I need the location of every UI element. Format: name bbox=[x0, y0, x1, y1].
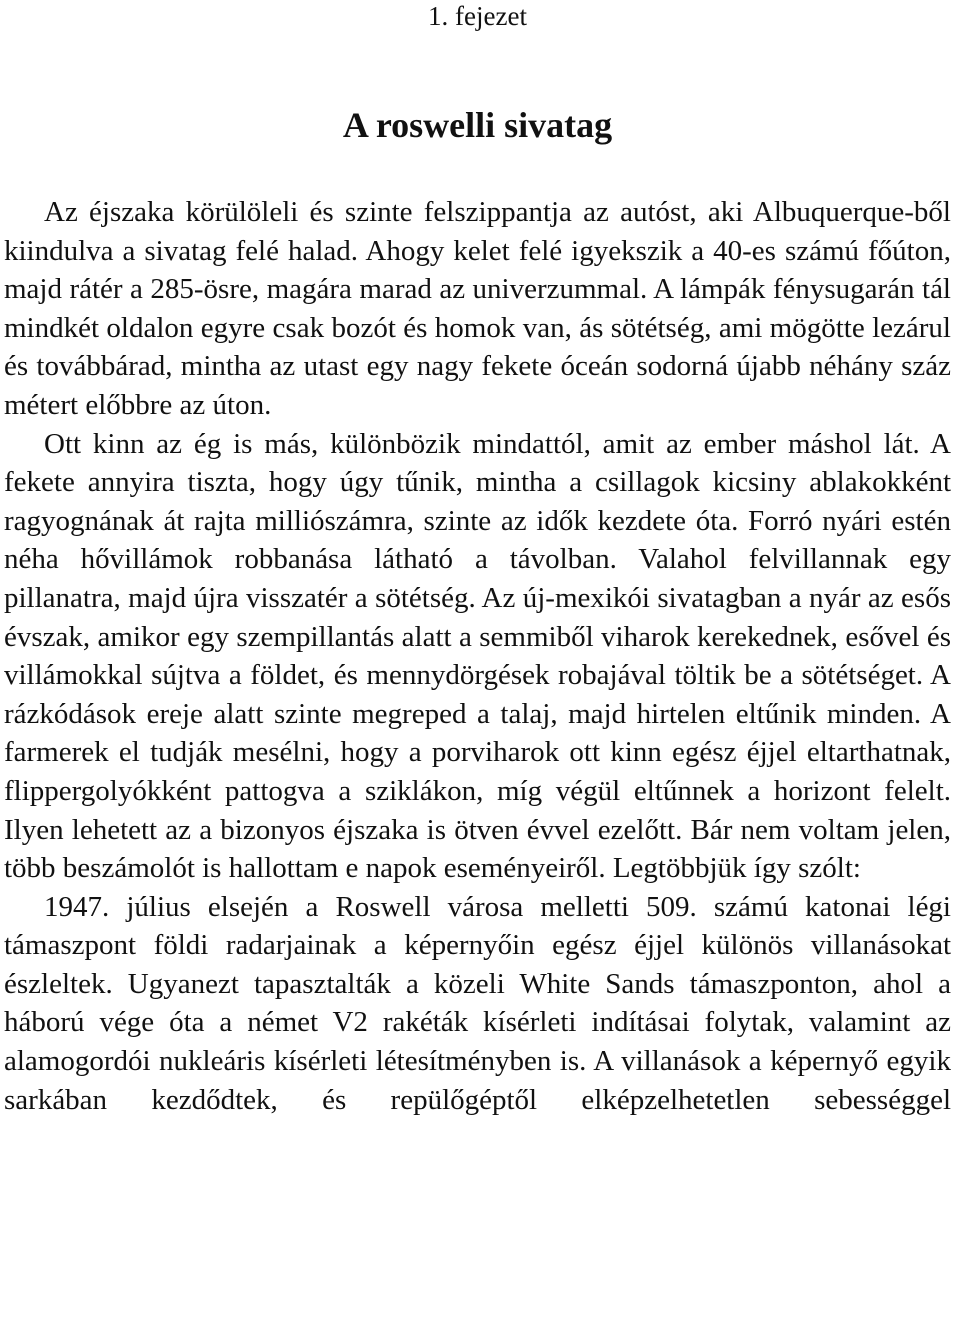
chapter-body bbox=[4, 193, 951, 1119]
paragraph-2: Ott kinn az ég is más, különbözik mindattól, amit az ember máshol lát. A fekete annyira tiszta, hogy úgy tűnik, mintha a csillagok kicsiny ablakokként ragyognának át rajta milliószámra, szinte az idők kezdete óta. Forró nyári estén néha hővillámok robbanása látható a távolban. Valahol felvillannak egy pillanatra, majd újra visszatér a sötétség. Az új-mexikói sivatagban a nyár az esős évszak, amikor egy szempillantás alatt a semmiből viharok kerekednek, esővel és villámokkal sújtva a földet, és mennydörgések robajával töltik be a sötétséget. A rázkódások ereje alatt szinte megreped a talaj, majd hirtelen eltűnik minden. A farmerek el tudják mesélni, hogy a porviharok ott kinn egész éjjel eltarthatnak, flippergolyókként pattogva a sziklákon, míg végül eltűnnek a horizont felelt. Ilyen lehetett az a bizonyos éjszaka is ötven évvel ezelőtt. Bár nem voltam jelen, több beszámolót is hallottam e napok eseményeiről. Legtöbbjük így szólt: bbox=[4, 427, 951, 885]
chapter-title: A roswelli sivatag bbox=[342, 105, 613, 145]
paragraph-1: Az éjszaka körülöleli és szinte felszippantja az autóst, aki Albuquerque-ből kiindulva a sivatag felé halad. Ahogy kelet felé igyekszik a 40-es számú főúton, majd rátér a 285-ösre, magára marad az univerzummal. A lámpák fénysugarán tál mindkét oldalon egyre csak bozót és homok van, ás sötétség, ami mögötte lezárul és továbbárad, mintha az utast egy nagy fekete óceán sodorná újabb néhány száz métert előbbre az úton. bbox=[4, 196, 951, 421]
paragraph-3: 1947. július elsején a Roswell városa melletti 509. számú katonai légi támaszpont földi radarjainak a képernyőin egész éjjel különös villanásokat észleltek. Ugyanezt tapasztalták a közeli White Sands támaszponton, ahol a háború vége óta a német V2 rakéták kísérleti indításai folytak, valamint az alamogordói nukleáris kísérleti létesítményben is. A villanások a képernyő egyik sarkában kezdődtek, és repülőgéptől elképzelhetetlen sebességgel bbox=[4, 890, 951, 1116]
chapter-label: 1. fejezet bbox=[428, 1, 527, 31]
